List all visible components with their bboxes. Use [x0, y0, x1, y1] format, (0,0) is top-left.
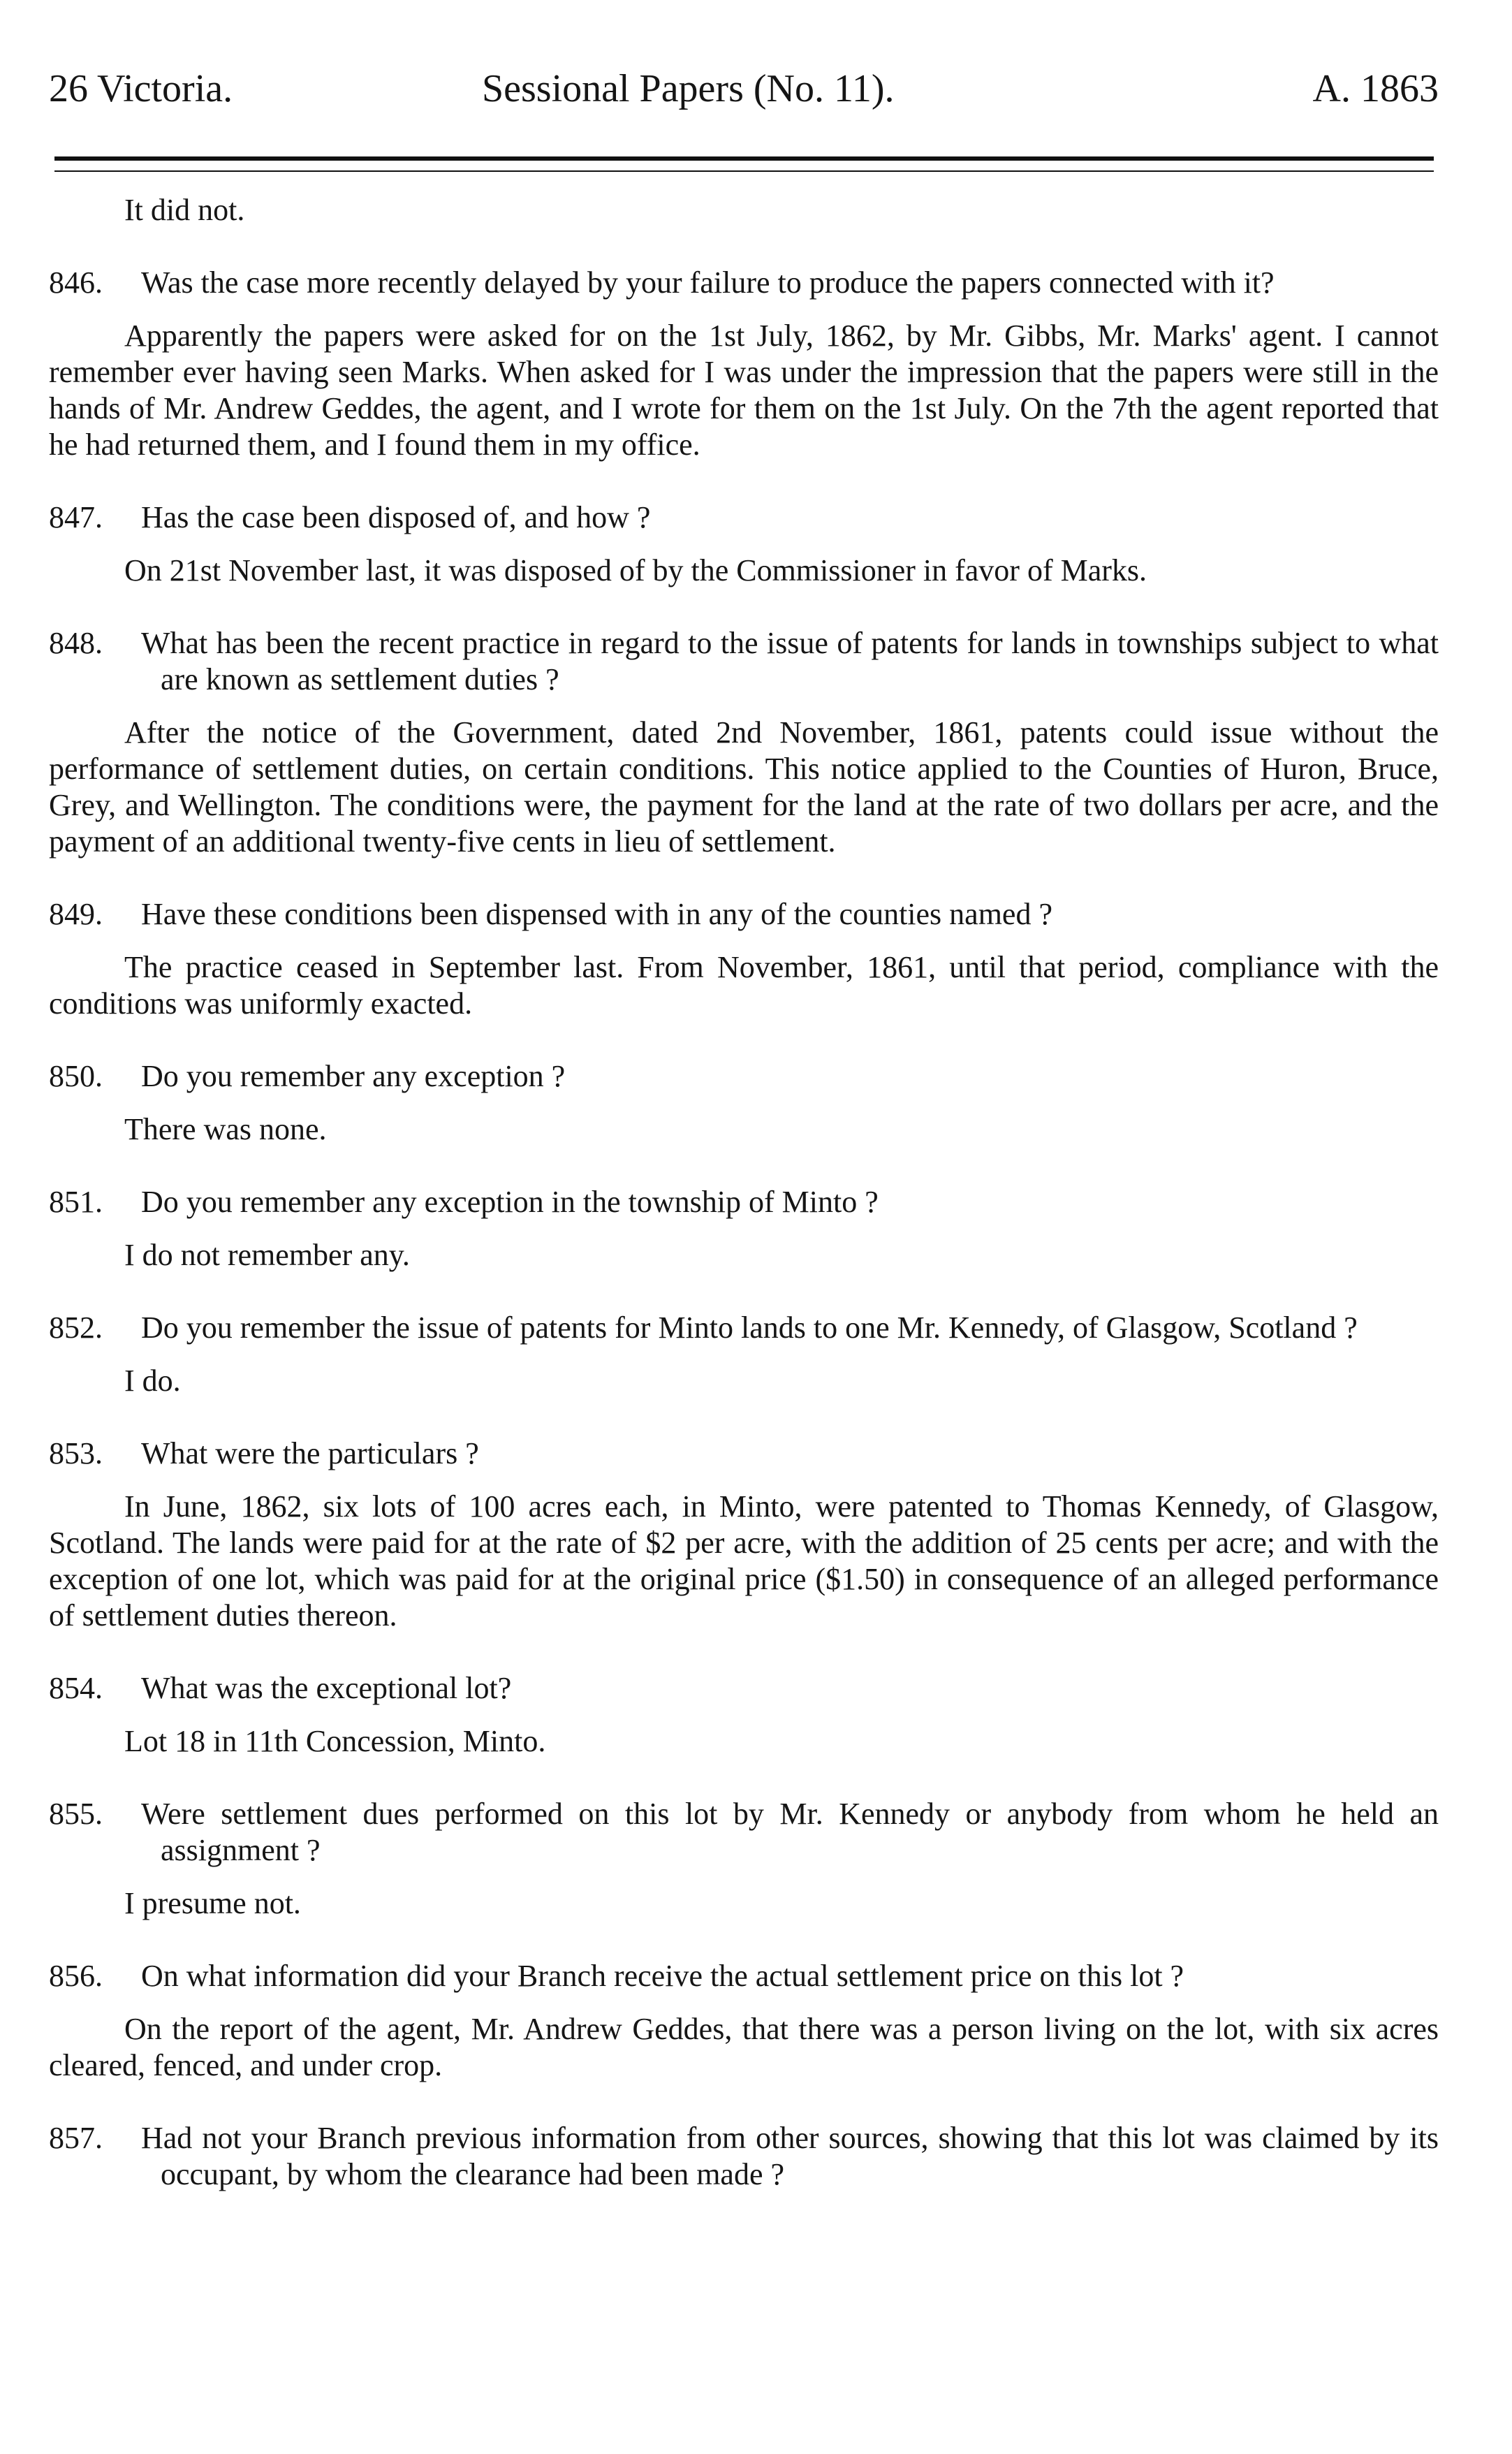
question-number: 851. — [49, 1185, 103, 1219]
question-text: On what information did your Branch receive the actual settlement price on this lot ? — [141, 1959, 1184, 1993]
question-849 — [49, 896, 1439, 933]
question-number: 853. — [49, 1436, 103, 1470]
answer-849: The practice ceased in September last. From November, 1861, until that period, compliance with the conditions was uniformly exacted. — [49, 950, 1439, 1021]
question-text: What were the particulars ? — [141, 1436, 479, 1470]
question-text: What has been the recent practice in regard to the issue of patents for lands in townships subject to what are known as settlement duties ? — [141, 626, 1439, 696]
question-number: 855. — [49, 1797, 103, 1831]
answer-846: Apparently the papers were asked for on the 1st July, 1862, by Mr. Gibbs, Mr. Marks' agent. I cannot remember ever having seen Marks. When asked for I was under the impression that the papers were still in the hands of Mr. Andrew Geddes, the agent, and I wrote for them on the 1st July. On the 7th the agent reported that he had returned them, and I found them in my office. — [49, 319, 1439, 462]
question-text: Had not your Branch previous information from other sources, showing that this lot was claimed by its occupant, by whom the clearance had been made ? — [141, 2121, 1439, 2191]
answer-845: It did not. — [124, 193, 245, 227]
question-number: 857. — [49, 2121, 103, 2155]
question-text: Was the case more recently delayed by your failure to produce the papers connected with it? — [141, 265, 1275, 300]
question-number: 852. — [49, 1310, 103, 1345]
answer-851: I do not remember any. — [124, 1238, 410, 1272]
question-852 — [49, 1310, 1439, 1346]
question-855 — [49, 1796, 1439, 1869]
question-853 — [49, 1436, 1439, 1472]
question-text: Do you remember any exception ? — [141, 1059, 566, 1093]
question-number: 848. — [49, 626, 103, 660]
answer-848: After the notice of the Government, dated 2nd November, 1861, patents could issue without the performance of settlement duties, on certain conditions. This notice applied to the Counties of Huron, Bruce, Grey, and Wellington. The conditions were, the payment for the land at the rate of two dollars per acre, and the payment of an additional twenty-five cents in lieu of settlement. — [49, 715, 1439, 859]
header-rule-thin — [54, 170, 1434, 172]
question-number: 856. — [49, 1959, 103, 1993]
question-847 — [49, 499, 1439, 536]
answer-855: I presume not. — [124, 1886, 301, 1920]
question-number: 850. — [49, 1059, 103, 1093]
header-year: A. 1863 — [1312, 67, 1439, 110]
header-rule-thick — [54, 156, 1434, 161]
question-text: Were settlement dues performed on this lot by Mr. Kennedy or anybody from whom he held an assignment ? — [141, 1797, 1439, 1867]
header-title: Sessional Papers (No. 11). — [482, 67, 895, 110]
question-number: 849. — [49, 897, 103, 931]
question-846 — [49, 265, 1439, 301]
header-session: 26 Victoria. — [49, 67, 233, 110]
document-body — [49, 192, 1439, 2193]
question-number: 846. — [49, 265, 103, 300]
question-851 — [49, 1184, 1439, 1220]
page-header — [49, 64, 1439, 113]
answer-853: In June, 1862, six lots of 100 acres each, in Minto, were patented to Thomas Kennedy, of Glasgow, Scotland. The lands were paid for at the rate of $2 per acre, with the addition of 25 cents per acre; and with the exception of one lot, which was paid for at the original price ($1.50) in consequence of an alleged performance of settlement duties thereon. — [49, 1489, 1439, 1633]
question-text: What was the exceptional lot? — [141, 1671, 512, 1705]
question-850 — [49, 1058, 1439, 1095]
answer-854: Lot 18 in 11th Concession, Minto. — [124, 1724, 546, 1758]
question-text: Have these conditions been dispensed with in any of the counties named ? — [141, 897, 1052, 931]
answer-856: On the report of the agent, Mr. Andrew Geddes, that there was a person living on the lot, with six acres cleared, fenced, and under crop. — [49, 2012, 1439, 2082]
question-854 — [49, 1670, 1439, 1707]
question-848 — [49, 625, 1439, 698]
question-text: Do you remember any exception in the township of Minto ? — [141, 1185, 879, 1219]
answer-850: There was none. — [124, 1112, 327, 1146]
question-text: Do you remember the issue of patents for Minto lands to one Mr. Kennedy, of Glasgow, Scotland ? — [141, 1310, 1358, 1345]
question-number: 854. — [49, 1671, 103, 1705]
question-number: 847. — [49, 500, 103, 534]
question-text: Has the case been disposed of, and how ? — [141, 500, 651, 534]
question-857 — [49, 2120, 1439, 2193]
answer-847: On 21st November last, it was disposed of by the Commissioner in favor of Marks. — [124, 553, 1147, 587]
question-856 — [49, 1958, 1439, 1994]
answer-852: I do. — [124, 1364, 181, 1398]
